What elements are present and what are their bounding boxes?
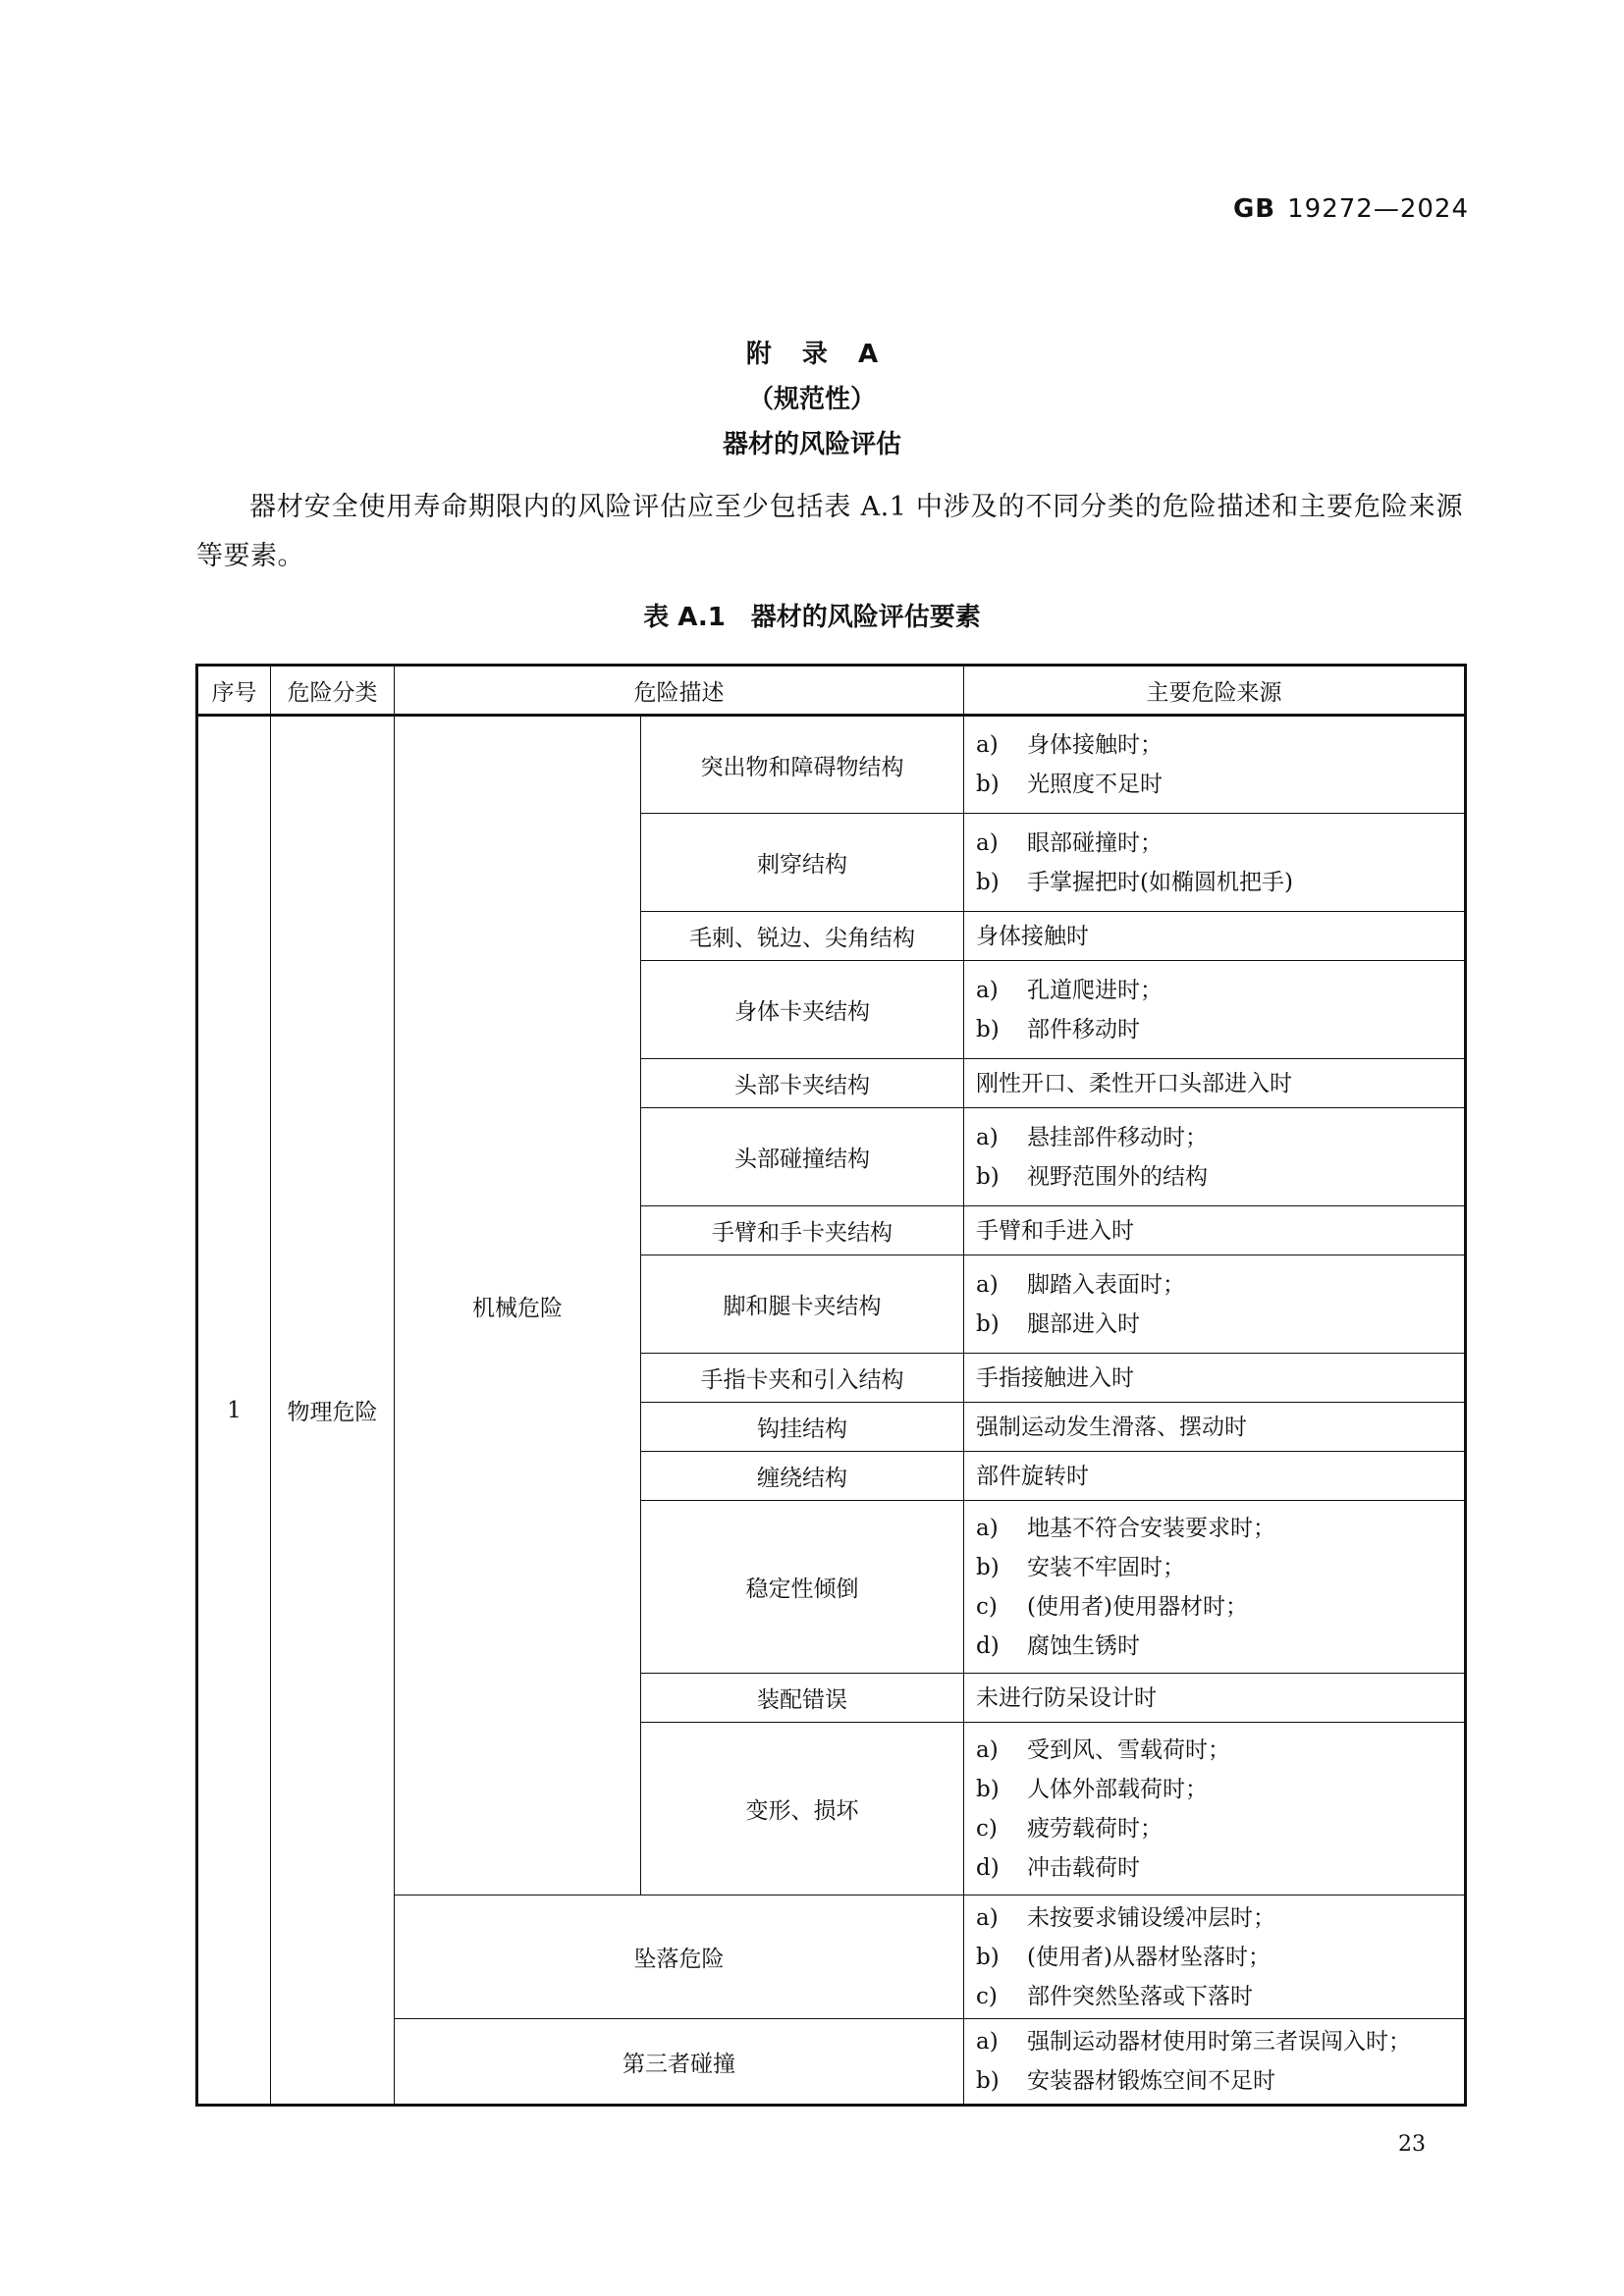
item-text: 地基不符合安装要求时； (1027, 1515, 1275, 1541)
standard-code (1233, 194, 1469, 224)
item-label: a) (976, 1124, 999, 1150)
hazard-structure: 刺穿结构 (641, 814, 964, 912)
item-text: 脚踏入表面时； (1027, 1271, 1185, 1298)
main-source: 部件旋转时 (964, 1452, 1466, 1501)
main-sources-list (964, 1896, 1466, 2019)
item-label: a) (976, 732, 999, 758)
source-item (976, 1770, 1452, 1809)
standard-number: 19272—2024 (1287, 194, 1469, 224)
source-item (976, 1157, 1452, 1197)
hazard-structure: 钩挂结构 (641, 1403, 964, 1452)
item-text: (使用者)使用器材时； (1027, 1593, 1248, 1620)
main-sources-list (964, 1255, 1466, 1354)
source-item (976, 1731, 1452, 1770)
header-description: 危险描述 (395, 666, 964, 716)
third-hazard-label: 第三者碰撞 (395, 2019, 964, 2106)
hazard-structure: 毛刺、锐边、尖角结构 (641, 912, 964, 961)
source-item (976, 1118, 1452, 1157)
main-sources-list (964, 716, 1466, 814)
main-source: 手臂和手进入时 (964, 1206, 1466, 1255)
item-text: 光照度不足时 (1027, 772, 1163, 797)
source-item (976, 863, 1452, 902)
hazard-structure: 手指卡夹和引入结构 (641, 1354, 964, 1403)
main-sources-list (964, 1108, 1466, 1206)
page-number: 23 (1398, 2132, 1426, 2157)
main-source: 手指接触进入时 (964, 1354, 1466, 1403)
item-text: 手掌握把时(如椭圆机把手) (1027, 869, 1293, 895)
item-label: d) (976, 1632, 1000, 1659)
item-text: 未按要求铺设缓冲层时； (1027, 1904, 1275, 1931)
main-source: 强制运动发生滑落、摆动时 (964, 1403, 1466, 1452)
item-text: 冲击载荷时 (1027, 1854, 1140, 1881)
source-item (976, 1809, 1452, 1848)
hazard-structure: 身体卡夹结构 (641, 961, 964, 1059)
table-row (197, 716, 1466, 814)
item-text: (使用者)从器材坠落时； (1027, 1944, 1271, 1970)
item-text: 眼部碰撞时； (1027, 829, 1163, 856)
item-label: c) (976, 1593, 998, 1620)
item-text: 视野范围外的结构 (1027, 1163, 1208, 1190)
hazard-structure: 变形、损坏 (641, 1723, 964, 1896)
item-label: c) (976, 1815, 998, 1842)
source-item (976, 1265, 1452, 1305)
hazard-structure: 突出物和障碍物结构 (641, 716, 964, 814)
hazard-structure: 装配错误 (641, 1674, 964, 1723)
header-no: 序号 (197, 666, 271, 716)
main-source: 刚性开口、柔性开口头部进入时 (964, 1059, 1466, 1108)
item-label: b) (976, 2068, 1000, 2094)
item-label: b) (976, 1310, 1000, 1337)
source-item (976, 1509, 1452, 1548)
item-label: b) (976, 1163, 1000, 1190)
item-label: a) (976, 1271, 999, 1298)
risk-assessment-table (195, 664, 1467, 2107)
item-label: c) (976, 1983, 998, 2009)
item-label: b) (976, 1944, 1000, 1970)
item-label: a) (976, 1515, 999, 1541)
source-item (976, 971, 1452, 1010)
main-source: 未进行防呆设计时 (964, 1674, 1466, 1723)
item-text: 部件突然坠落或下落时 (1027, 1983, 1253, 2009)
item-text: 安装不牢固时； (1027, 1554, 1185, 1580)
header-category: 危险分类 (271, 666, 395, 716)
item-label: d) (976, 1854, 1000, 1881)
source-item (976, 725, 1452, 765)
item-label: b) (976, 1016, 1000, 1042)
item-text: 腿部进入时 (1027, 1310, 1140, 1337)
hazard-structure: 缠绕结构 (641, 1452, 964, 1501)
main-sources-list (964, 1501, 1466, 1674)
main-sources-list (964, 961, 1466, 1059)
item-text: 疲劳载荷时； (1027, 1815, 1163, 1842)
standard-prefix: GB (1232, 194, 1276, 224)
source-item (976, 2061, 1452, 2101)
source-item (976, 1305, 1452, 1344)
mechanical-hazard-label: 机械危险 (395, 716, 641, 1896)
item-label: a) (976, 829, 999, 856)
main-sources-list (964, 2019, 1466, 2106)
item-text: 安装器材锻炼空间不足时 (1027, 2068, 1275, 2094)
item-text: 悬挂部件移动时； (1027, 1124, 1208, 1150)
item-text: 孔道爬进时； (1027, 977, 1163, 1003)
table-header-row (197, 666, 1466, 716)
table-caption: 表 A.1 器材的风险评估要素 (643, 603, 981, 632)
annex-nature: （规范性） (747, 385, 876, 414)
source-item (976, 824, 1452, 863)
item-text: 身体接触时； (1027, 732, 1163, 758)
item-text: 腐蚀生锈时 (1027, 1632, 1140, 1659)
item-text: 部件移动时 (1027, 1016, 1140, 1042)
hazard-structure: 头部碰撞结构 (641, 1108, 964, 1206)
source-item (976, 1548, 1452, 1587)
item-label: b) (976, 772, 1000, 797)
item-text: 人体外部载荷时； (1027, 1776, 1208, 1802)
item-label: a) (976, 1736, 999, 1763)
main-sources-list (964, 1723, 1466, 1896)
header-sources: 主要危险来源 (964, 666, 1466, 716)
item-label: a) (976, 977, 999, 1003)
hazard-structure: 脚和腿卡夹结构 (641, 1255, 964, 1354)
intro-paragraph: 器材安全使用寿命期限内的风险评估应至少包括表 A.1 中涉及的不同分类的危险描述和主要危险来源等要素。 (196, 492, 1463, 571)
main-source: 身体接触时 (964, 912, 1466, 961)
row-number: 1 (197, 716, 271, 2106)
item-text: 强制运动器材使用时第三者误闯入时； (1027, 2029, 1411, 2055)
item-label: b) (976, 869, 1000, 895)
source-item (976, 1898, 1452, 1938)
hazard-category: 物理危险 (271, 716, 395, 2106)
hazard-structure: 手臂和手卡夹结构 (641, 1206, 964, 1255)
fall-hazard-label: 坠落危险 (395, 1896, 964, 2019)
annex-name: 器材的风险评估 (722, 430, 901, 459)
item-label: b) (976, 1776, 1000, 1802)
item-label: a) (976, 2029, 999, 2055)
source-item (976, 1587, 1452, 1627)
hazard-structure: 稳定性倾倒 (641, 1501, 964, 1674)
source-item (976, 1977, 1452, 2016)
item-label: a) (976, 1904, 999, 1931)
source-item (976, 1627, 1452, 1666)
source-item (976, 1938, 1452, 1977)
main-sources-list (964, 814, 1466, 912)
hazard-structure: 头部卡夹结构 (641, 1059, 964, 1108)
source-item (976, 2022, 1452, 2061)
source-item (976, 1010, 1452, 1049)
item-text: 受到风、雪载荷时； (1027, 1736, 1230, 1763)
source-item (976, 1848, 1452, 1888)
annex-title: 附 录 A (745, 340, 879, 369)
item-label: b) (976, 1554, 1000, 1580)
source-item (976, 765, 1452, 804)
